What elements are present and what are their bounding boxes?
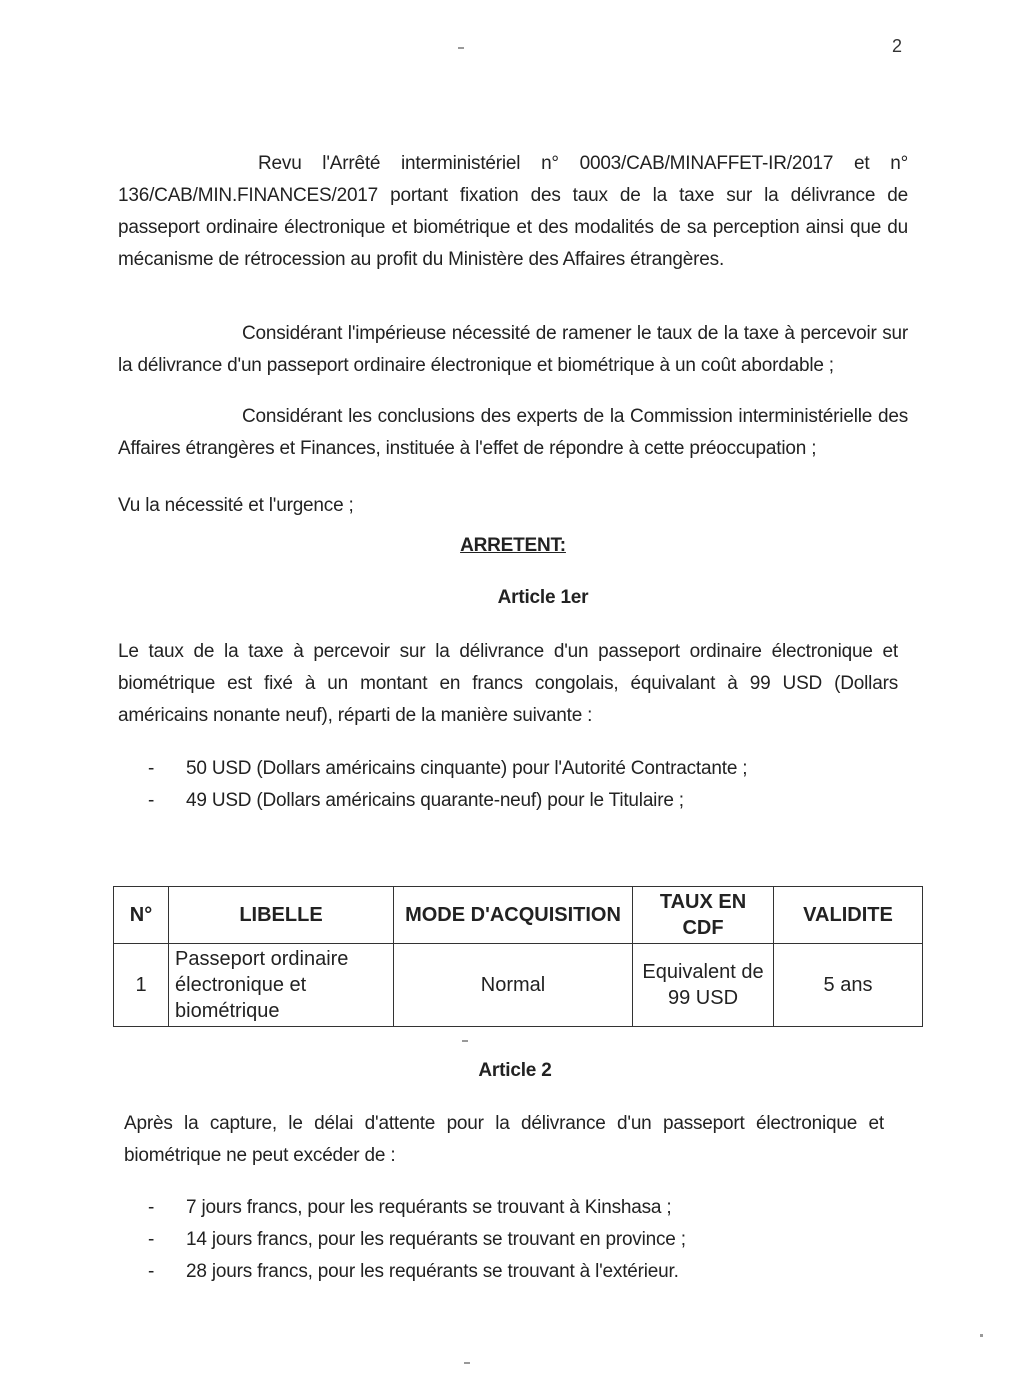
paragraph-considerant-1: Considérant l'impérieuse nécessité de ramener le taux de la taxe à percevoir sur la délivrance d'un passeport ordinaire électronique et biométrique à un coût abordable ; (118, 323, 908, 376)
header-taux: TAUX EN CDF (633, 887, 774, 944)
list-item: - 28 jours francs, pour les requérants se trouvant à l'extérieur. (148, 1261, 679, 1282)
header-mode: MODE D'ACQUISITION (394, 887, 633, 944)
cell-libelle: Passeport ordinaire électronique et biométrique (169, 944, 394, 1027)
tax-rate-table (113, 886, 923, 1027)
scan-speck (464, 1362, 470, 1364)
article-2-list (148, 1192, 848, 1288)
article-1-text: Le taux de la taxe à percevoir sur la délivrance d'un passeport ordinaire électronique et biométrique est fixé à un montant en francs congolais, équivalant à 99 USD (Dollars américains nonante neuf), réparti de la manière suivante : (118, 641, 898, 726)
list-item: - 50 USD (Dollars américains cinquante) pour l'Autorité Contractante ; (148, 758, 748, 779)
header-validite: VALIDITE (774, 887, 923, 944)
scan-speck (980, 1334, 983, 1337)
list-item: - 7 jours francs, pour les requérants se trouvant à Kinshasa ; (148, 1197, 672, 1218)
cell-taux: Equivalent de 99 USD (633, 944, 774, 1027)
paragraph-revu: Revu l'Arrêté interministériel n° 0003/CAB/MINAFFET-IR/2017 et n° 136/CAB/MIN.FINANCES/2017 portant fixation des taux de la taxe sur la délivrance de passeport ordinaire électronique et biométrique et des modalités de sa perception ainsi que du mécanisme de rétrocession au profit du Ministère des Affaires étrangères. (118, 153, 908, 270)
table-header-row (114, 887, 923, 944)
cell-validite: 5 ans (774, 944, 923, 1027)
paragraph-considerant-2: Considérant les conclusions des experts de la Commission interministérielle des Affaires étrangères et Finances, instituée à l'effet de répondre à cette préoccupation ; (118, 406, 908, 459)
article-1-title: Article 1er (497, 587, 589, 608)
list-item: - 49 USD (Dollars américains quarante-neuf) pour le Titulaire ; (148, 790, 684, 811)
article-1-list (148, 753, 848, 817)
cell-number: 1 (114, 944, 169, 1027)
scan-speck (462, 1040, 468, 1042)
header-libelle: LIBELLE (169, 887, 394, 944)
table-row (114, 944, 923, 1027)
list-item: - 14 jours francs, pour les requérants se trouvant en province ; (148, 1229, 686, 1250)
paragraph-vu: Vu la nécessité et l'urgence ; (118, 495, 354, 516)
header-number: N° (114, 887, 169, 944)
scan-speck (458, 47, 464, 49)
article-2-title: Article 2 (478, 1060, 552, 1081)
article-2-text: Après la capture, le délai d'attente pour la délivrance d'un passeport électronique et biométrique ne peut excéder de : (124, 1113, 884, 1166)
cell-mode: Normal (394, 944, 633, 1027)
arretent-heading: ARRETENT: (460, 535, 566, 556)
page-number: 2 (892, 36, 903, 56)
